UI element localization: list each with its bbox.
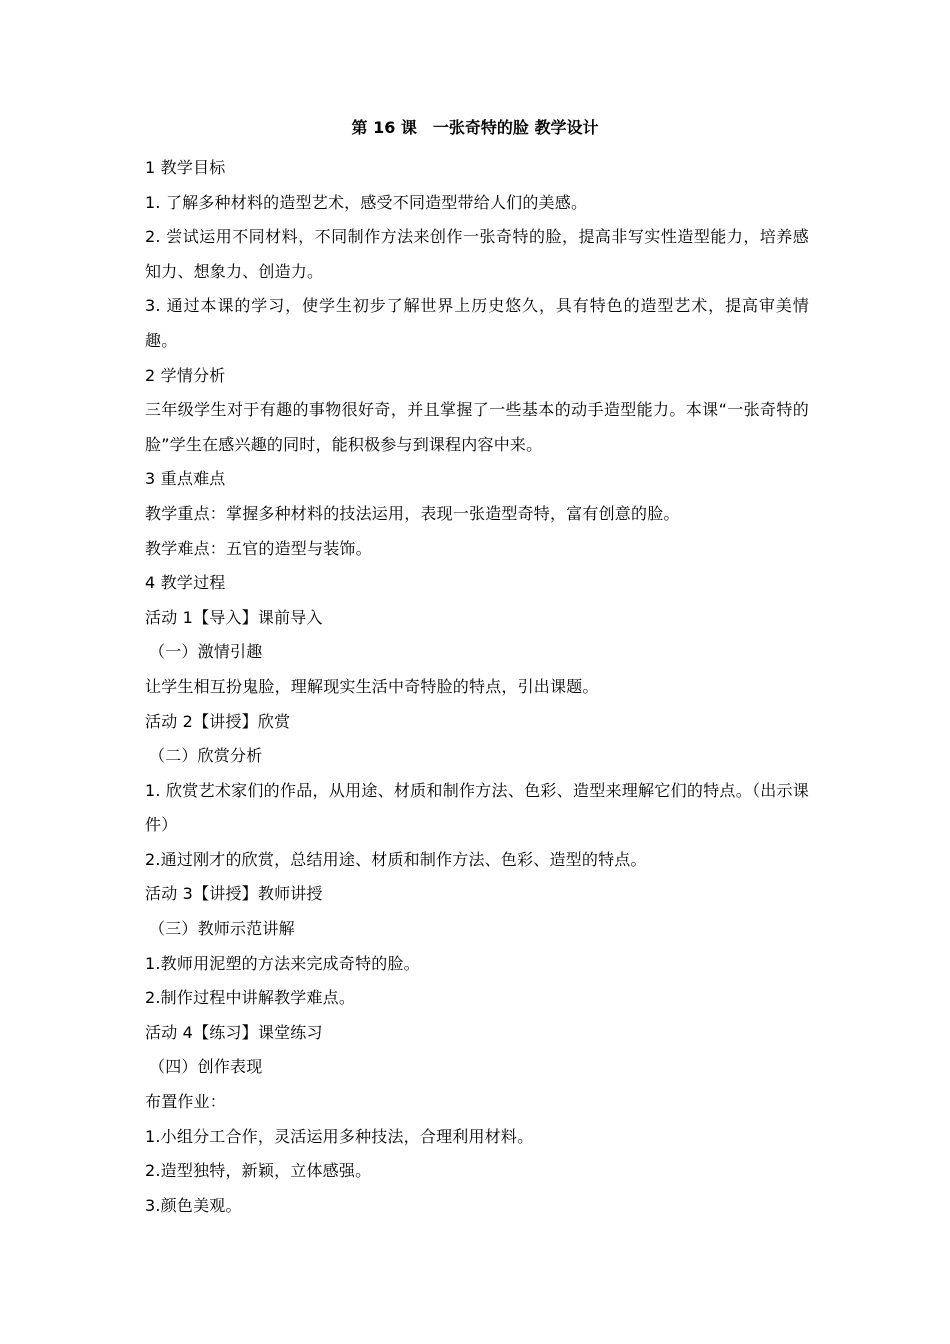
assignment-label: 布置作业：: [145, 1092, 227, 1112]
step-2-item-1: 1. 欣赏艺术家们的作品，从用途、材质和制作方法、色彩、造型来理解它们的特点。（出示课件）: [145, 780, 809, 835]
step-3-item-1: 1.教师用泥塑的方法来完成奇特的脸。: [145, 953, 420, 973]
activity-3-heading: 活动 3【讲授】教师讲授: [145, 884, 323, 904]
document-body: [145, 151, 809, 1223]
section-heading-analysis: 2 学情分析: [145, 365, 226, 385]
step-2-heading: （二）欣赏分析: [149, 746, 263, 766]
objective-item-3: 3. 通过本课的学习，使学生初步了解世界上历史悠久，具有特色的造型艺术，提高审美情趣。: [145, 296, 809, 350]
objective-item-1: 1. 了解多种材料的造型艺术，感受不同造型带给人们的美感。: [145, 192, 588, 212]
activity-2-heading: 活动 2【讲授】欣赏: [145, 711, 291, 731]
section-heading-key-points: 3 重点难点: [145, 469, 226, 489]
step-1-text: 让学生相互扮鬼脸，理解现实生活中奇特脸的特点，引出课题。: [145, 676, 599, 696]
step-3-item-2: 2.制作过程中讲解教学难点。: [145, 988, 356, 1008]
key-point-focus: 教学重点：掌握多种材料的技法运用，表现一张造型奇特，富有创意的脸。: [145, 503, 680, 523]
activity-1-heading: 活动 1【导入】课前导入: [145, 607, 323, 627]
step-3-heading: （三）教师示范讲解: [149, 919, 295, 939]
document-title: 第 16 课 一张奇特的脸 教学设计: [351, 118, 599, 137]
assignment-item-1: 1.小组分工合作，灵活运用多种技法，合理利用材料。: [145, 1126, 534, 1146]
objective-item-2: 2. 尝试运用不同材料，不同制作方法来创作一张奇特的脸，提高非写实性造型能力，培养感知力、想象力、创造力。: [145, 227, 809, 281]
assignment-item-3: 3.颜色美观。: [145, 1195, 242, 1215]
analysis-paragraph: 三年级学生对于有趣的事物很好奇，并且掌握了一些基本的动手造型能力。本课“一张奇特的脸”学生在感兴趣的同时，能积极参与到课程内容中来。: [145, 400, 809, 454]
step-4-heading: （四）创作表现: [149, 1057, 263, 1077]
section-heading-objectives: 1 教学目标: [145, 158, 226, 177]
key-point-difficulty: 教学难点：五官的造型与装饰。: [145, 538, 372, 558]
step-2-item-2: 2.通过刚才的欣赏，总结用途、材质和制作方法、色彩、造型的特点。: [145, 849, 647, 869]
section-heading-process: 4 教学过程: [145, 573, 226, 593]
activity-4-heading: 活动 4【练习】课堂练习: [145, 1022, 323, 1042]
step-1-heading: （一）激情引趣: [149, 642, 263, 662]
assignment-item-2: 2.造型独特，新颖，立体感强。: [145, 1161, 372, 1181]
